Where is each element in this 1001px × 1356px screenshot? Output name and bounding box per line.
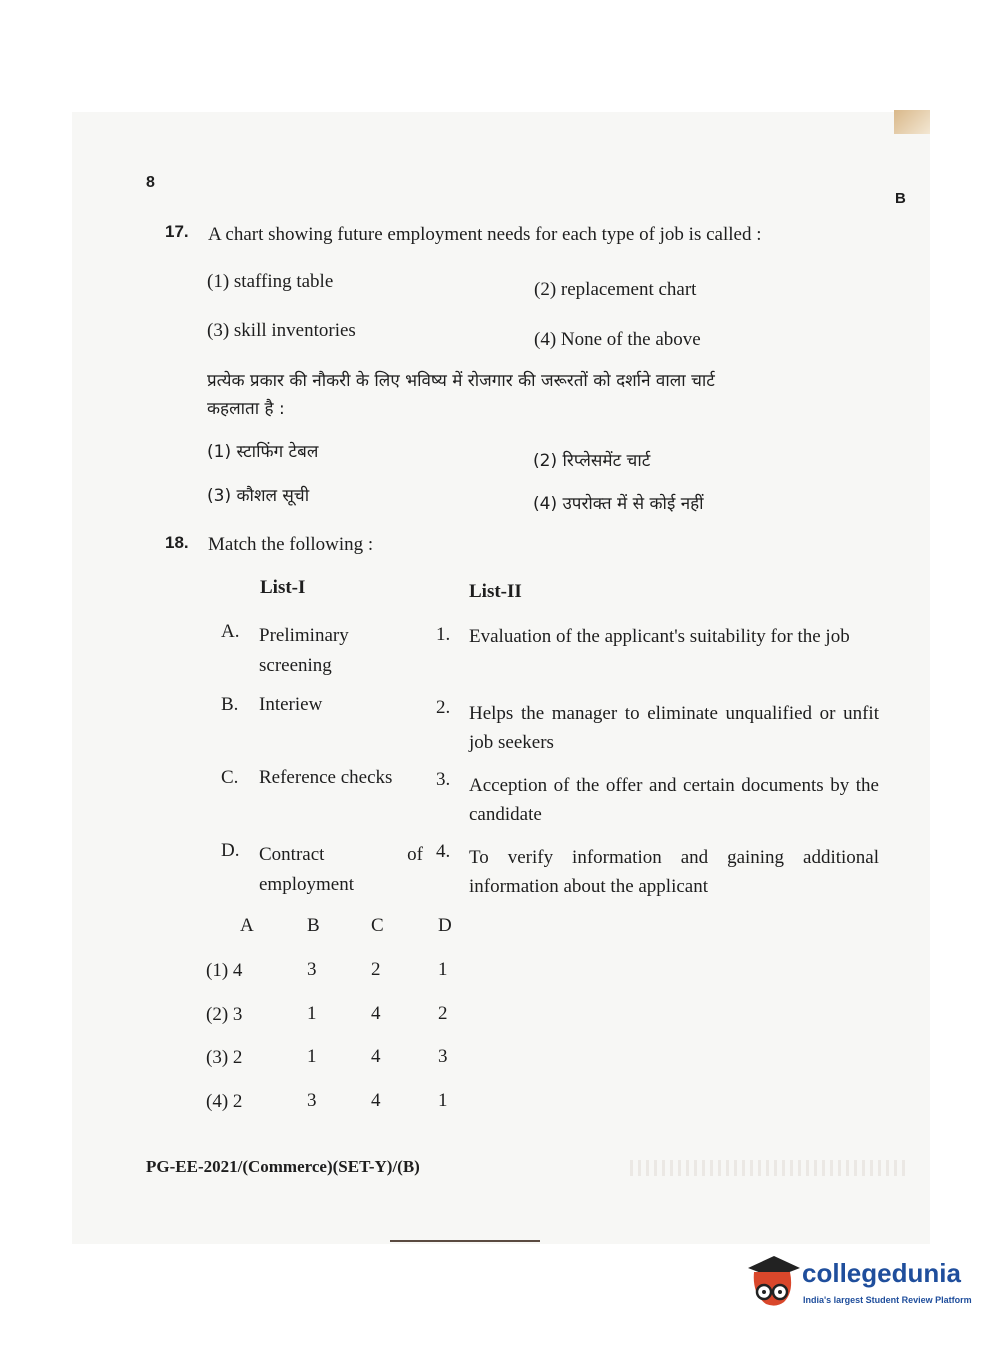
list-1-letter-a: A.: [221, 621, 240, 642]
q17-option-2: (2) replacement chart: [534, 279, 697, 300]
list-1-item-c: Reference checks: [259, 767, 393, 788]
q17-option-1-hindi: (1) स्टाफिंग टेबल: [207, 442, 319, 462]
answer-option-2-d: 2: [438, 1003, 448, 1024]
exam-code-footer: PG-EE-2021/(Commerce)(SET-Y)/(B): [146, 1157, 420, 1176]
q18-question: Match the following :: [208, 534, 374, 555]
set-code: B: [895, 190, 906, 207]
answer-option-4-d: 1: [438, 1090, 448, 1111]
collegedunia-logo[interactable]: [742, 1252, 972, 1316]
list-2-item-1: Evaluation of the applicant's suitability for the job: [469, 626, 850, 647]
paper-corner-fold: [894, 110, 930, 134]
list-2-header: List-II: [469, 581, 522, 602]
logo-wordmark: collegedunia: [802, 1258, 961, 1288]
answer-option-3-c: 4: [371, 1046, 381, 1067]
bleed-through-marks: [630, 1160, 910, 1176]
answer-header-c: C: [371, 915, 384, 936]
list-2-item-4: To verify information and gaining additional information about the applicant: [469, 847, 879, 897]
list-1-header: List-I: [260, 577, 306, 598]
answer-header-b: B: [307, 915, 320, 936]
q17-option-3-hindi: (3) कौशल सूची: [207, 486, 310, 506]
exam-page: [72, 112, 930, 1244]
q17-question-hindi-cont: कहलाता है :: [207, 399, 285, 419]
list-1-letter-d: D.: [221, 840, 240, 861]
answer-option-1-b: 3: [307, 959, 317, 980]
q17-option-4-hindi: (4) उपरोक्त में से कोई नहीं: [533, 494, 704, 514]
logo-tagline: India's largest Student Review Platform: [803, 1295, 972, 1305]
q17-option-4: (4) None of the above: [534, 329, 701, 350]
list-1-item-a: Preliminary screening: [259, 625, 349, 676]
list-2-item-3: Acception of the offer and certain documents by the candidate: [469, 775, 879, 825]
list-2-num-3: 3.: [436, 769, 451, 790]
answer-header-d: D: [438, 915, 452, 936]
student-mascot-icon: [742, 1254, 802, 1310]
answer-option-4-b: 3: [307, 1090, 317, 1111]
answer-header-a: A: [240, 915, 254, 936]
page-number: 8: [146, 174, 155, 191]
answer-option-4-c: 4: [371, 1090, 381, 1111]
q17-number: 17.: [165, 222, 189, 241]
answer-option-2-c: 4: [371, 1003, 381, 1024]
list-1-letter-c: C.: [221, 767, 239, 788]
q17-option-1: (1) staffing table: [207, 271, 334, 292]
answer-option-3: (3) 2: [206, 1047, 243, 1068]
list-1-letter-b: B.: [221, 694, 239, 715]
list-2-num-1: 1.: [436, 624, 451, 645]
list-1-item-d: Contract of employment: [259, 844, 423, 895]
q17-question: A chart showing future employment needs for each type of job is called :: [208, 224, 762, 245]
q18-number: 18.: [165, 533, 189, 552]
answer-option-1-c: 2: [371, 959, 381, 980]
answer-option-1-d: 1: [438, 959, 448, 980]
answer-option-2: (2) 3: [206, 1004, 243, 1025]
answer-option-4: (4) 2: [206, 1091, 243, 1112]
list-2-item-2: Helps the manager to eliminate unqualified or unfit job seekers: [469, 703, 879, 753]
q17-option-3: (3) skill inventories: [207, 320, 356, 341]
answer-option-3-d: 3: [438, 1046, 448, 1067]
answer-option-1: (1) 4: [206, 960, 243, 981]
answer-option-3-b: 1: [307, 1046, 317, 1067]
bottom-rule: [390, 1240, 540, 1242]
answer-option-2-b: 1: [307, 1003, 317, 1024]
list-2-num-4: 4.: [436, 841, 451, 862]
q17-option-2-hindi: (2) रिप्लेसमेंट चार्ट: [533, 451, 651, 471]
q17-question-hindi: प्रत्येक प्रकार की नौकरी के लिए भविष्य में रोजगार की जरूरतों को दर्शाने वाला चार्ट: [207, 371, 715, 391]
list-2-num-2: 2.: [436, 697, 451, 718]
list-1-item-b: Interiew: [259, 694, 323, 715]
